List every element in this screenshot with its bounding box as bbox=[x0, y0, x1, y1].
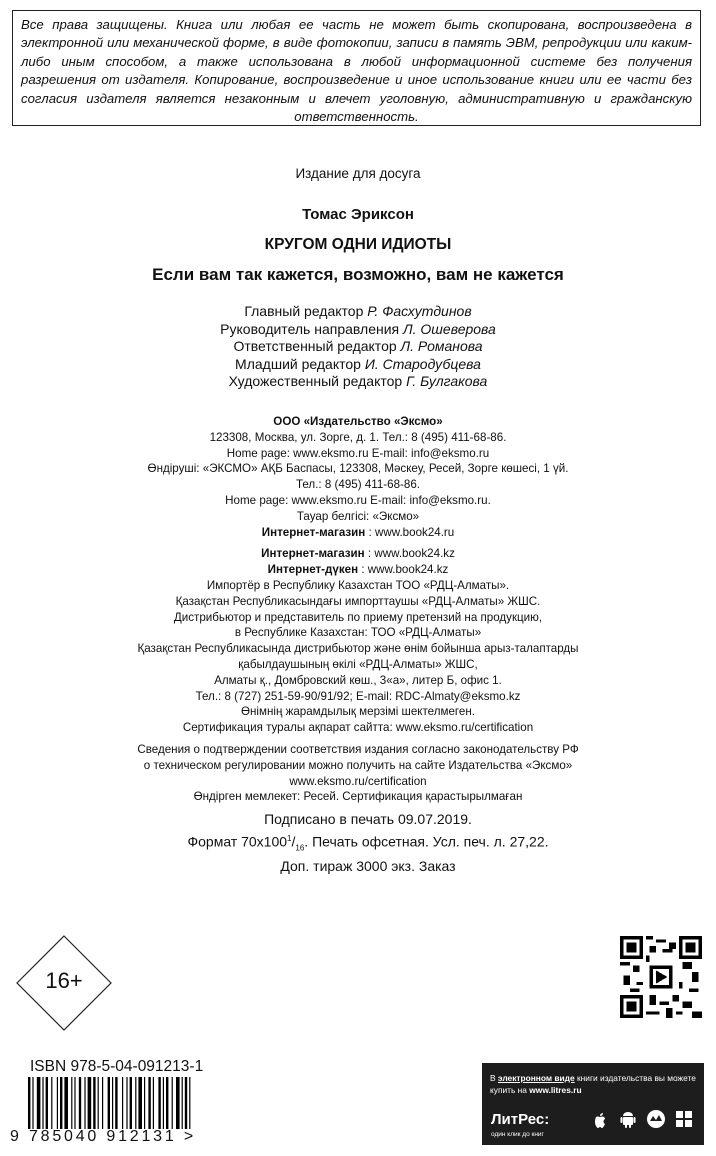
isbn: ISBN 978-5-04-091213-1 bbox=[30, 1058, 204, 1075]
barcode-bar bbox=[135, 1077, 136, 1129]
barcode-bar bbox=[98, 1077, 99, 1129]
barcode-bar bbox=[57, 1077, 58, 1129]
cert-line: Өндірген мемлекет: Ресей. Сертификация қарастырылмаған bbox=[193, 790, 523, 804]
barcode-bar bbox=[42, 1077, 43, 1129]
print-signed: Подписано в печать 09.07.2019. bbox=[264, 811, 472, 827]
cert-line: о техническом регулировании можно получить на сайте Издательства «Эксмо» bbox=[143, 758, 573, 772]
age-rating-label: 16+ bbox=[45, 968, 83, 993]
editor-line bbox=[110, 303, 606, 321]
cert-line: Сведения о подтверждении соответствия издания согласно законодательству РФ bbox=[137, 742, 579, 756]
litres-banner[interactable] bbox=[482, 1063, 704, 1145]
litres-prefix2: купить на bbox=[490, 1085, 530, 1095]
book-subtitle: Если вам так кажется, возможно, вам не кажется bbox=[152, 265, 564, 284]
litres-link: электронном виде bbox=[497, 1073, 575, 1083]
editor-name: Л. Романова bbox=[400, 338, 483, 354]
kz-info-line: Сертификация туралы ақпарат сайтта: www.eksmo.ru/certification bbox=[182, 721, 534, 735]
kz-info-line: Алматы қ., Домбровский көш., 3«а», литер Б, офис 1. bbox=[214, 673, 502, 687]
barcode-bar bbox=[166, 1077, 168, 1129]
litres-prefix: В bbox=[490, 1073, 498, 1083]
publisher-web: Home page: www.eksmo.ru E-mail: info@eksmo.ru bbox=[226, 446, 490, 460]
kz-web: Home page: www.eksmo.ru E-mail: info@eksmo.ru. bbox=[225, 493, 491, 507]
kz-info-line: Дистрибьютор и представитель по приему претензий на продукцию, bbox=[173, 610, 543, 624]
qr-code bbox=[620, 936, 702, 1018]
legal-notice-text: Все права защищены. Книга или любая ее часть не может быть скопирована, воспроизведена в электронной или механической форме, в виде фотокопии, записи в память ЭВМ, репродукции или каким-либо иным способом, а также использована в любой информационной системе без получения разрешения от издателя. Копирование, воспроизведение и иное использование книги или ее части без согласия издателя является незаконным и влечет уголовную, административную и гражданскую ответственность. bbox=[21, 17, 692, 125]
barcode-bar bbox=[88, 1077, 92, 1129]
shop-label: Интернет-магазин bbox=[261, 525, 366, 539]
android-icon bbox=[618, 1109, 638, 1129]
editor-role: Художественный редактор bbox=[228, 373, 403, 389]
shop-line-kz-kazakh bbox=[100, 562, 616, 578]
editor-line bbox=[110, 373, 606, 391]
format-sup: 1 bbox=[287, 834, 292, 843]
barcode-bar bbox=[102, 1077, 103, 1129]
barcode-bar bbox=[46, 1077, 48, 1129]
editor-line bbox=[110, 321, 606, 339]
kz-info-line: в Республике Казахстан: ТОО «РДЦ-Алматы» bbox=[234, 626, 482, 640]
barcode-bar bbox=[60, 1077, 62, 1129]
barcode-bar bbox=[51, 1077, 52, 1129]
barcode-bar bbox=[71, 1077, 72, 1129]
shop-label: Интернет-дүкен bbox=[267, 563, 359, 577]
editor-role: Младший редактор bbox=[235, 355, 361, 372]
barcode-bar bbox=[185, 1077, 187, 1129]
editor-role: Главный редактор bbox=[244, 303, 364, 319]
shop-line-ru bbox=[100, 525, 616, 541]
reader-icon bbox=[646, 1109, 666, 1129]
barcode-bar bbox=[122, 1077, 123, 1129]
book-author: Томас Эриксон bbox=[302, 206, 414, 223]
publisher-name bbox=[100, 414, 616, 430]
print-info bbox=[150, 810, 586, 876]
kz-phone: Тел.: 8 (495) 411-68-86. bbox=[295, 478, 421, 492]
kz-info-line: Қазақстан Республикасындағы импорттаушы «РДЦ-Алматы» ЖШС. bbox=[175, 594, 541, 608]
barcode-bar bbox=[138, 1077, 142, 1129]
barcode-bar bbox=[148, 1077, 150, 1129]
barcode-bar bbox=[74, 1077, 75, 1129]
editor-name: Г. Булгакова bbox=[406, 373, 488, 389]
barcode-bar bbox=[32, 1077, 33, 1129]
format-prefix: Формат 70x100 bbox=[187, 833, 288, 850]
litres-suffix: книги издательства вы можете bbox=[574, 1073, 696, 1083]
barcode-bar bbox=[163, 1077, 164, 1129]
litres-logo: ЛитРес: bbox=[491, 1111, 550, 1128]
book-title: КРУГОМ ОДНИ ИДИОТЫ bbox=[264, 236, 452, 253]
imprint-block bbox=[100, 414, 616, 805]
litres-tagline: один клик до книг bbox=[491, 1131, 544, 1138]
barcode-bar bbox=[108, 1077, 110, 1129]
barcode-bar bbox=[176, 1077, 180, 1129]
barcode-bar bbox=[28, 1077, 30, 1129]
barcode-bar bbox=[112, 1077, 113, 1129]
edition-type: Издание для досуга bbox=[295, 166, 421, 181]
editor-role: Руководитель направления bbox=[220, 320, 400, 337]
barcode-bar bbox=[189, 1077, 190, 1129]
barcode-bar bbox=[64, 1077, 68, 1129]
barcode-bar bbox=[153, 1077, 154, 1129]
windows-icon bbox=[674, 1109, 694, 1129]
editor-name: Р. Фасхутдинов bbox=[367, 303, 472, 319]
legal-notice-box bbox=[12, 10, 701, 126]
editor-role: Ответственный редактор bbox=[233, 338, 397, 354]
store-icons bbox=[590, 1109, 694, 1129]
kz-manufacturer: Өндіруші: «ЭКСМО» АҚБ Баспасы, 123308, Мәскеу, Ресей, Зорге көшесі, 1 үй. bbox=[147, 462, 569, 476]
kz-info-line: Өнімнің жарамдылық мерзімі шектелмеген. bbox=[241, 705, 475, 719]
print-format: Формат $70x100^1/_{16}$. Печать офсетная. Усл. печ. л. 27,22. bbox=[187, 833, 549, 853]
publisher-name-text: ООО «Издательство «Эксмо» bbox=[273, 415, 443, 428]
editor-line bbox=[110, 338, 606, 356]
cert-line: www.eksmo.ru/certification bbox=[289, 774, 427, 788]
editor-name: Л. Ошеверова bbox=[403, 320, 496, 337]
barcode-bar bbox=[115, 1077, 117, 1129]
barcode-bar bbox=[172, 1077, 173, 1129]
format-sub: 16 bbox=[295, 843, 305, 853]
litres-line1 bbox=[490, 1072, 696, 1084]
litres-site: www.litres.ru bbox=[529, 1085, 582, 1095]
barcode-digits: 9 785040 912131 > bbox=[10, 1128, 196, 1145]
print-run: Доп. тираж 3000 экз. Заказ bbox=[280, 858, 456, 875]
kz-info-line: Тел.: 8 (727) 251-59-90/91/92; E-mail: RDC-Almaty@eksmo.kz bbox=[195, 689, 521, 703]
publisher-address: 123308, Москва, ул. Зорге, д. 1. Тел.: 8 (495) 411-68-86. bbox=[209, 430, 507, 444]
barcode-bar bbox=[130, 1077, 132, 1129]
format-suffix: . Печать офсетная. Усл. печ. л. 27,22. bbox=[304, 833, 549, 850]
shop-url: : www.book24.kz bbox=[364, 547, 455, 561]
shop-label: Интернет-магазин bbox=[261, 547, 365, 561]
barcode-bar bbox=[84, 1077, 85, 1129]
editors-list bbox=[110, 303, 606, 391]
litres-text bbox=[490, 1072, 696, 1096]
barcode-bar bbox=[126, 1077, 127, 1129]
kz-info-line: Импортёр в Республику Казахстан ТОО «РДЦ-Алматы». bbox=[206, 578, 510, 592]
editor-name: И. Стародубцева bbox=[364, 355, 481, 372]
shop-url: : www.book24.kz bbox=[358, 563, 449, 577]
apple-icon bbox=[590, 1109, 610, 1129]
editor-line bbox=[110, 356, 606, 374]
kz-info-line: Қазақстан Республикасында дистрибьютор және өнім бойынша арыз-талаптарды bbox=[137, 642, 579, 656]
shop-line-kz bbox=[100, 546, 616, 562]
barcode-bar bbox=[158, 1077, 160, 1129]
barcode bbox=[22, 1077, 226, 1129]
barcode-bar bbox=[182, 1077, 183, 1129]
shop-url: : www.book24.ru bbox=[365, 525, 455, 539]
kz-info-line: қабылдаушының өкілі «РДЦ-Алматы» ЖШС, bbox=[238, 657, 478, 671]
barcode-bar bbox=[37, 1077, 41, 1129]
trademark: Тауар белгісі: «Эксмо» bbox=[296, 509, 420, 523]
litres-line2 bbox=[490, 1084, 696, 1096]
barcode-bar bbox=[93, 1077, 95, 1129]
barcode-bar bbox=[79, 1077, 81, 1129]
barcode-bar bbox=[144, 1077, 145, 1129]
